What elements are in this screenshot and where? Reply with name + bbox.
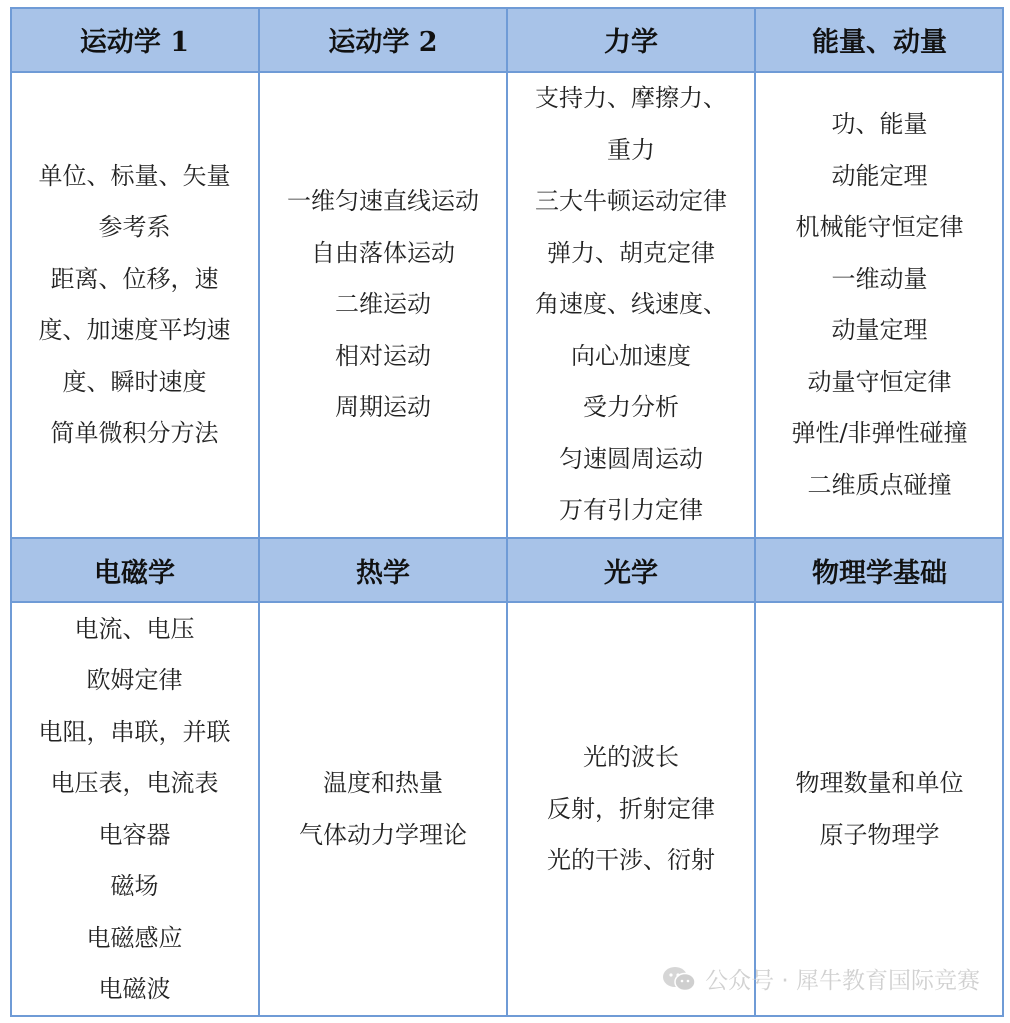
topic-item: 二维运动 [335,290,431,319]
table-header-cell: 运动学 1 [10,7,259,72]
topic-item: 受力分析 [583,393,679,422]
topic-item: 电容器 [98,820,171,849]
topic-item: 周期运动 [335,393,431,422]
table-header-cell: 热学 [259,538,507,602]
table-header-cell: 能量、动量 [755,7,1004,72]
table-header-cell: 力学 [507,7,755,72]
table-body-cell [10,602,259,1017]
table-body-cell [507,602,755,1017]
table-border-line [506,7,508,1017]
topic-item: 度、加速度平均速 [38,316,231,344]
topic-item: 角速度、线速度、 [535,290,727,319]
topic-item: 温度和热量 [323,769,443,797]
topic-item: 欧姆定律 [86,666,183,694]
topic-item: 万有引力定律 [559,496,703,525]
topic-item: 机械能守恒定律 [795,213,964,241]
table-header-cell: 电磁学 [10,538,259,602]
topic-item: 电磁波 [98,975,171,1003]
topic-item: 重力 [607,135,655,164]
topic-item: 气体动力学理论 [299,820,467,849]
topic-item: 电流、电压 [74,614,195,643]
topic-item: 原子物理学 [819,820,940,849]
topic-item: 电压表，电流表 [50,769,219,797]
table-border-line [258,7,260,1017]
topic-item: 光的干涉、衍射 [547,846,715,875]
table-header-cell: 运动学 2 [259,7,507,72]
topic-item: 匀速圆周运动 [559,444,703,473]
topic-item: 电阻，串联，并联 [38,717,231,746]
table-border-line [10,7,12,1017]
table-header-cell: 光学 [507,538,755,602]
topic-item: 磁场 [110,872,159,900]
topic-item: 相对运动 [335,341,431,370]
topic-item: 反射，折射定律 [547,794,715,823]
topic-item: 参考系 [98,213,171,241]
topic-item: 三大牛顿运动定律 [535,187,727,216]
topic-item: 电磁感应 [86,923,183,952]
topic-item: 自由落体运动 [311,238,455,267]
topic-item: 弹性/非弹性碰撞 [791,419,968,447]
topic-item: 功、能量 [831,110,928,138]
topic-item: 一维动量 [831,264,928,293]
topic-item: 单位、标量、矢量 [38,161,231,190]
table-body-cell [755,602,1004,1017]
table-border-line [754,7,756,1017]
topic-item: 距离、位移，速 [50,264,219,293]
topic-item: 二维质点碰撞 [807,470,952,499]
table-border-line [1002,7,1004,1017]
watermark-text: 公众号 · 犀牛教育国际竞赛 [705,968,980,994]
topic-item: 简单微积分方法 [50,419,219,447]
table-body-cell [259,72,507,538]
table-header-cell: 物理学基础 [755,538,1004,602]
topic-item: 动量守恒定律 [807,367,952,396]
watermark [661,962,980,995]
topic-item: 光的波长 [583,743,679,772]
topic-item: 动能定理 [831,161,928,190]
topic-item: 弹力、胡克定律 [547,238,715,267]
table-body-cell [507,72,755,538]
table-body-cell [755,72,1004,538]
topic-item: 支持力、摩擦力、 [535,84,727,113]
topic-item: 一维匀速直线运动 [287,187,479,216]
topic-item: 度、瞬时速度 [62,367,207,396]
topic-item: 动量定理 [831,316,928,344]
physics-topics-table [10,7,1004,1017]
table-body-cell [10,72,259,538]
table-body-cell [259,602,507,1017]
topic-item: 向心加速度 [571,341,691,370]
topic-item: 物理数量和单位 [795,769,964,797]
wechat-icon [661,965,697,993]
